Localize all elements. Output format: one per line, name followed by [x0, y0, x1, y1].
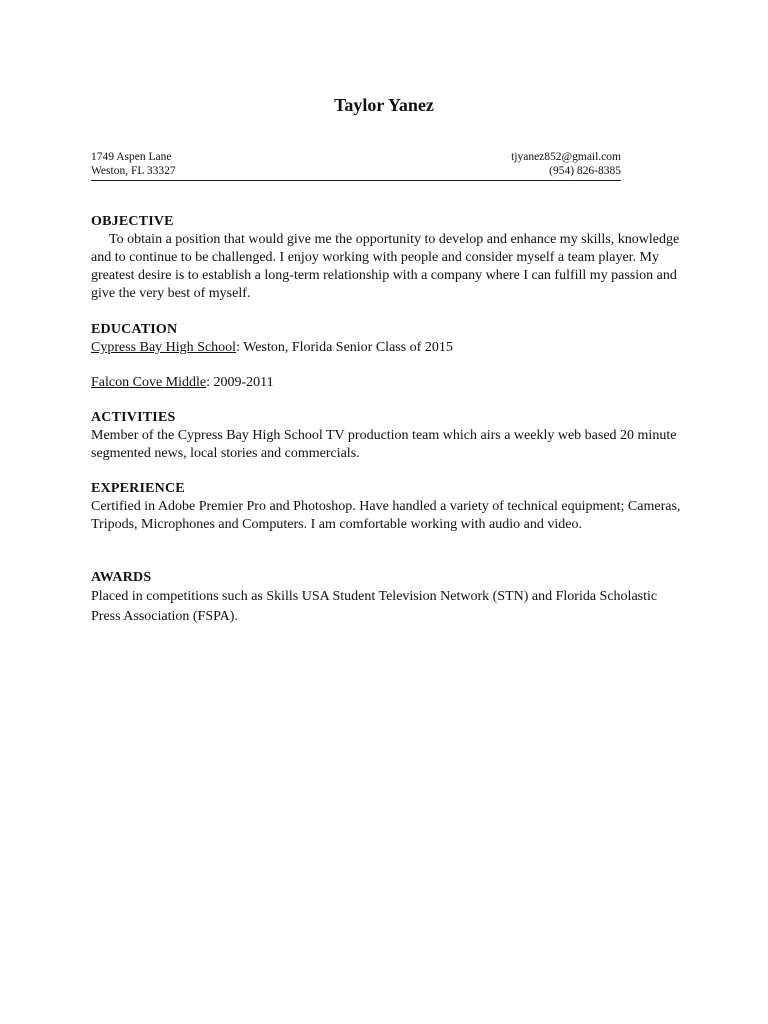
activities-section — [91, 409, 681, 463]
awards-heading: AWARDS — [91, 570, 152, 585]
education-entry-2 — [91, 374, 681, 392]
activities-text: Member of the Cypress Bay High School TV production team which airs a weekly web based 20 minute segmented news, local stories and commercials. — [91, 428, 677, 461]
education-school-2: Falcon Cove Middle — [91, 375, 207, 390]
resume-name: Taylor Yanez — [334, 95, 434, 115]
awards-section — [91, 569, 681, 627]
contact-block — [91, 150, 621, 181]
objective-section — [91, 213, 681, 303]
education-section — [91, 321, 681, 392]
objective-text: To obtain a position that would give me the opportunity to develop and enhance my skills, knowledge and to continue to be challenged. I enjoy working with people and consider myself a team player. My greatest desire is to establish a long-term relationship with a company where I can fulfill my passion and give the very best of myself. — [91, 232, 680, 301]
address-block — [91, 150, 176, 178]
experience-heading: EXPERIENCE — [91, 481, 185, 496]
education-spacer — [91, 357, 681, 374]
phone-text: (954) 826-8385 — [549, 165, 621, 177]
contact-info-block — [511, 150, 621, 178]
education-detail-1: : Weston, Florida Senior Class of 2015 — [236, 340, 453, 355]
email-text: tjyanez852@gmail.com — [511, 151, 621, 163]
education-entry-1 — [91, 339, 681, 357]
experience-text: Certified in Adobe Premier Pro and Photoshop. Have handled a variety of technical equipment; Cameras, Tripods, Microphones and Computers. I am comfortable working with audio and video. — [91, 499, 681, 532]
education-school-1: Cypress Bay High School — [91, 340, 237, 355]
address-line-1: 1749 Aspen Lane — [91, 151, 172, 163]
experience-section — [91, 480, 681, 534]
objective-heading: OBJECTIVE — [91, 214, 174, 229]
education-heading: EDUCATION — [91, 322, 178, 337]
awards-text: Placed in competitions such as Skills USA Student Television Network (STN) and Florida Scholastic Press Association (FSPA). — [91, 589, 658, 624]
address-line-2: Weston, FL 33327 — [91, 165, 176, 177]
education-detail-2: : 2009-2011 — [206, 375, 274, 390]
activities-heading: ACTIVITIES — [91, 410, 176, 425]
